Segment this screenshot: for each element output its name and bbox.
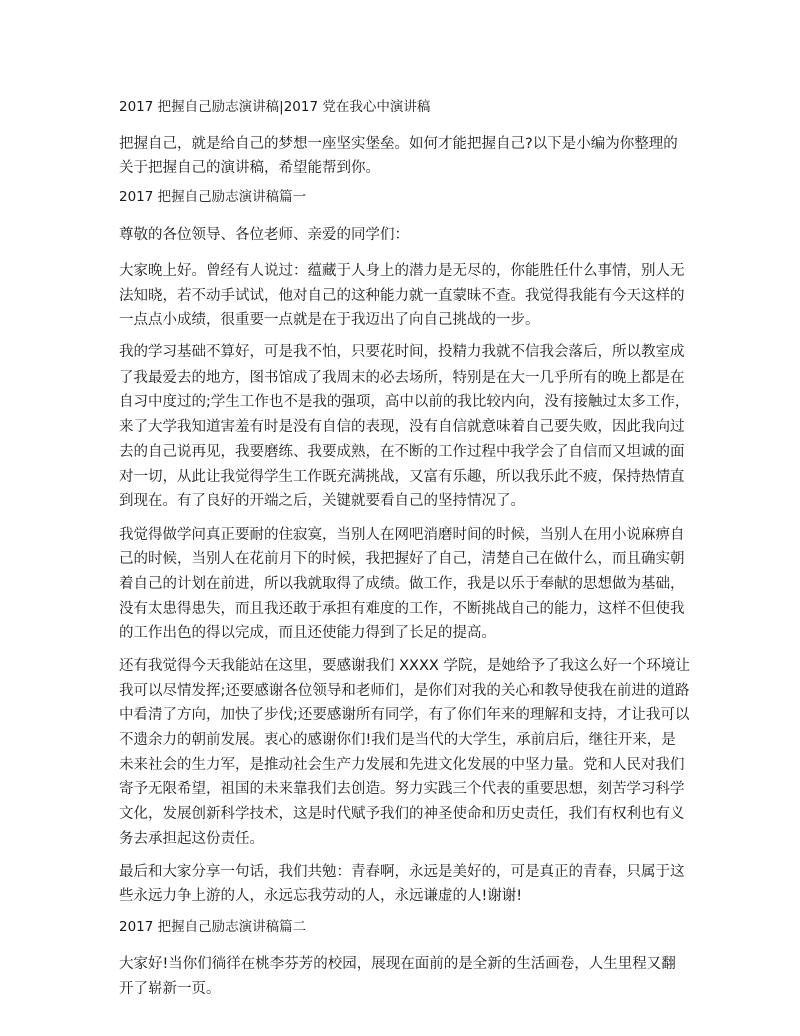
paragraph-line: 我觉得做学问真正要耐的住寂寞，当别人在网吧消磨时间的时候，当别人在用小说麻痹自 xyxy=(119,527,685,543)
paragraph-line: 文化，发展创新科学技术，这是时代赋予我们的神圣使命和历史责任，我们有权利也有义 xyxy=(119,806,685,822)
paragraph-line: 法知晓，若不动手试试，他对自己的这种能力就一直蒙昧不查。我觉得我能有今天这样的 xyxy=(119,288,685,304)
paragraph-line: 大家好!当你们徜徉在桃李芬芳的校园，展现在面前的是全新的生活画卷，人生里程又翻 xyxy=(119,956,676,972)
salutation: 尊敬的各位领导、各位老师、亲爱的同学们： xyxy=(119,227,409,243)
paragraph-line: 未来社会的生力军，是推动社会生产力发展和先进文化发展的中坚力量。党和人民对我们 xyxy=(119,757,685,773)
paragraph-line: 着自己的计划在前进，所以我就取得了成绩。做工作，我是以乐于奉献的思想做为基础， xyxy=(119,576,685,592)
paragraph-line: 我的学习基础不算好，可是我不怕，只要花时间，投精力我就不信我会落后，所以教室成 xyxy=(119,344,685,360)
paragraph-line: 些永远力争上游的人，永远忘我劳动的人，永远谦虚的人!谢谢! xyxy=(119,888,523,904)
paragraph-line: 去的自己说再见，我要磨练、我要成熟，在不断的工作过程中我学会了自信而又坦诚的面 xyxy=(119,444,685,460)
section-heading-2: 2017 把握自己励志演讲稿篇二 xyxy=(119,919,307,935)
paragraph-line: 中看清了方向，加快了步伐;还要感谢所有同学，有了你们年来的理解和支持，才让我可以 xyxy=(119,707,690,723)
paragraph-line: 我可以尽情发挥;还要感谢各位领导和老师们，是你们对我的关心和教导使我在前进的道路 xyxy=(119,683,690,699)
paragraph-line: 开了崭新一页。 xyxy=(119,981,221,997)
document-title: 2017 把握自己励志演讲稿|2017 党在我心中演讲稿 xyxy=(119,99,431,115)
paragraph-line: 没有太患得患失，而且我还敢于承担有难度的工作，不断挑战自己的能力，这样不但使我 xyxy=(119,601,685,617)
paragraph-line: 的工作出色的得以完成，而且还使能力得到了长足的提高。 xyxy=(119,625,496,641)
paragraph-line: 一点点小成绩，很重要一点就是在于我迈出了向自己挑战的一步。 xyxy=(119,312,540,328)
paragraph-line: 最后和大家分享一句话，我们共勉：青春啊，永远是美好的，可是真正的青春，只属于这 xyxy=(119,864,685,880)
paragraph-line: 还有我觉得今天我能站在这里，要感谢我们 XXXX 学院，是她给予了我这么好一个环境让 xyxy=(119,658,690,674)
paragraph-line: 了我最爱去的地方，图书馆成了我周末的必去场所，特别是在大一几乎所有的晚上都是在 xyxy=(119,370,685,386)
paragraph-line: 自习中度过的;学生工作也不是我的强项，高中以前的我比较内向，没有接触过太多工作， xyxy=(119,394,690,410)
paragraph-line: 务去承担起这份责任。 xyxy=(119,831,264,847)
paragraph-line: 己的时候，当别人在花前月下的时候，我把握好了自己，清楚自己在做什么，而且确实朝 xyxy=(119,551,685,567)
paragraph-line: 对一切，从此让我觉得学生工作既充满挑战，又富有乐趣，所以我乐此不疲，保持热情直 xyxy=(119,469,685,485)
intro-line: 关于把握自己的演讲稿，希望能帮到你。 xyxy=(119,160,380,176)
section-heading-1: 2017 把握自己励志演讲稿篇一 xyxy=(119,189,307,205)
paragraph-line: 大家晚上好。曾经有人说过：蕴藏于人身上的潜力是无尽的，你能胜任什么事情，别人无 xyxy=(119,263,685,279)
paragraph-line: 不遗余力的朝前发展。衷心的感谢你们!我们是当代的大学生，承前启后，继往开来，是 xyxy=(119,732,676,748)
intro-line: 把握自己，就是给自己的梦想一座坚实堡垒。如何才能把握自己?以下是小编为你整理的 xyxy=(119,136,678,152)
paragraph-line: 寄予无限希望，祖国的未来靠我们去创造。努力实践三个代表的重要思想，刻苦学习科学 xyxy=(119,781,685,797)
paragraph-line: 来了大学我知道害羞有时是没有自信的表现，没有自信就意味着自己要失败，因此我向过 xyxy=(119,419,685,435)
paragraph-line: 到现在。有了良好的开端之后，关键就要看自己的坚持情况了。 xyxy=(119,493,525,509)
